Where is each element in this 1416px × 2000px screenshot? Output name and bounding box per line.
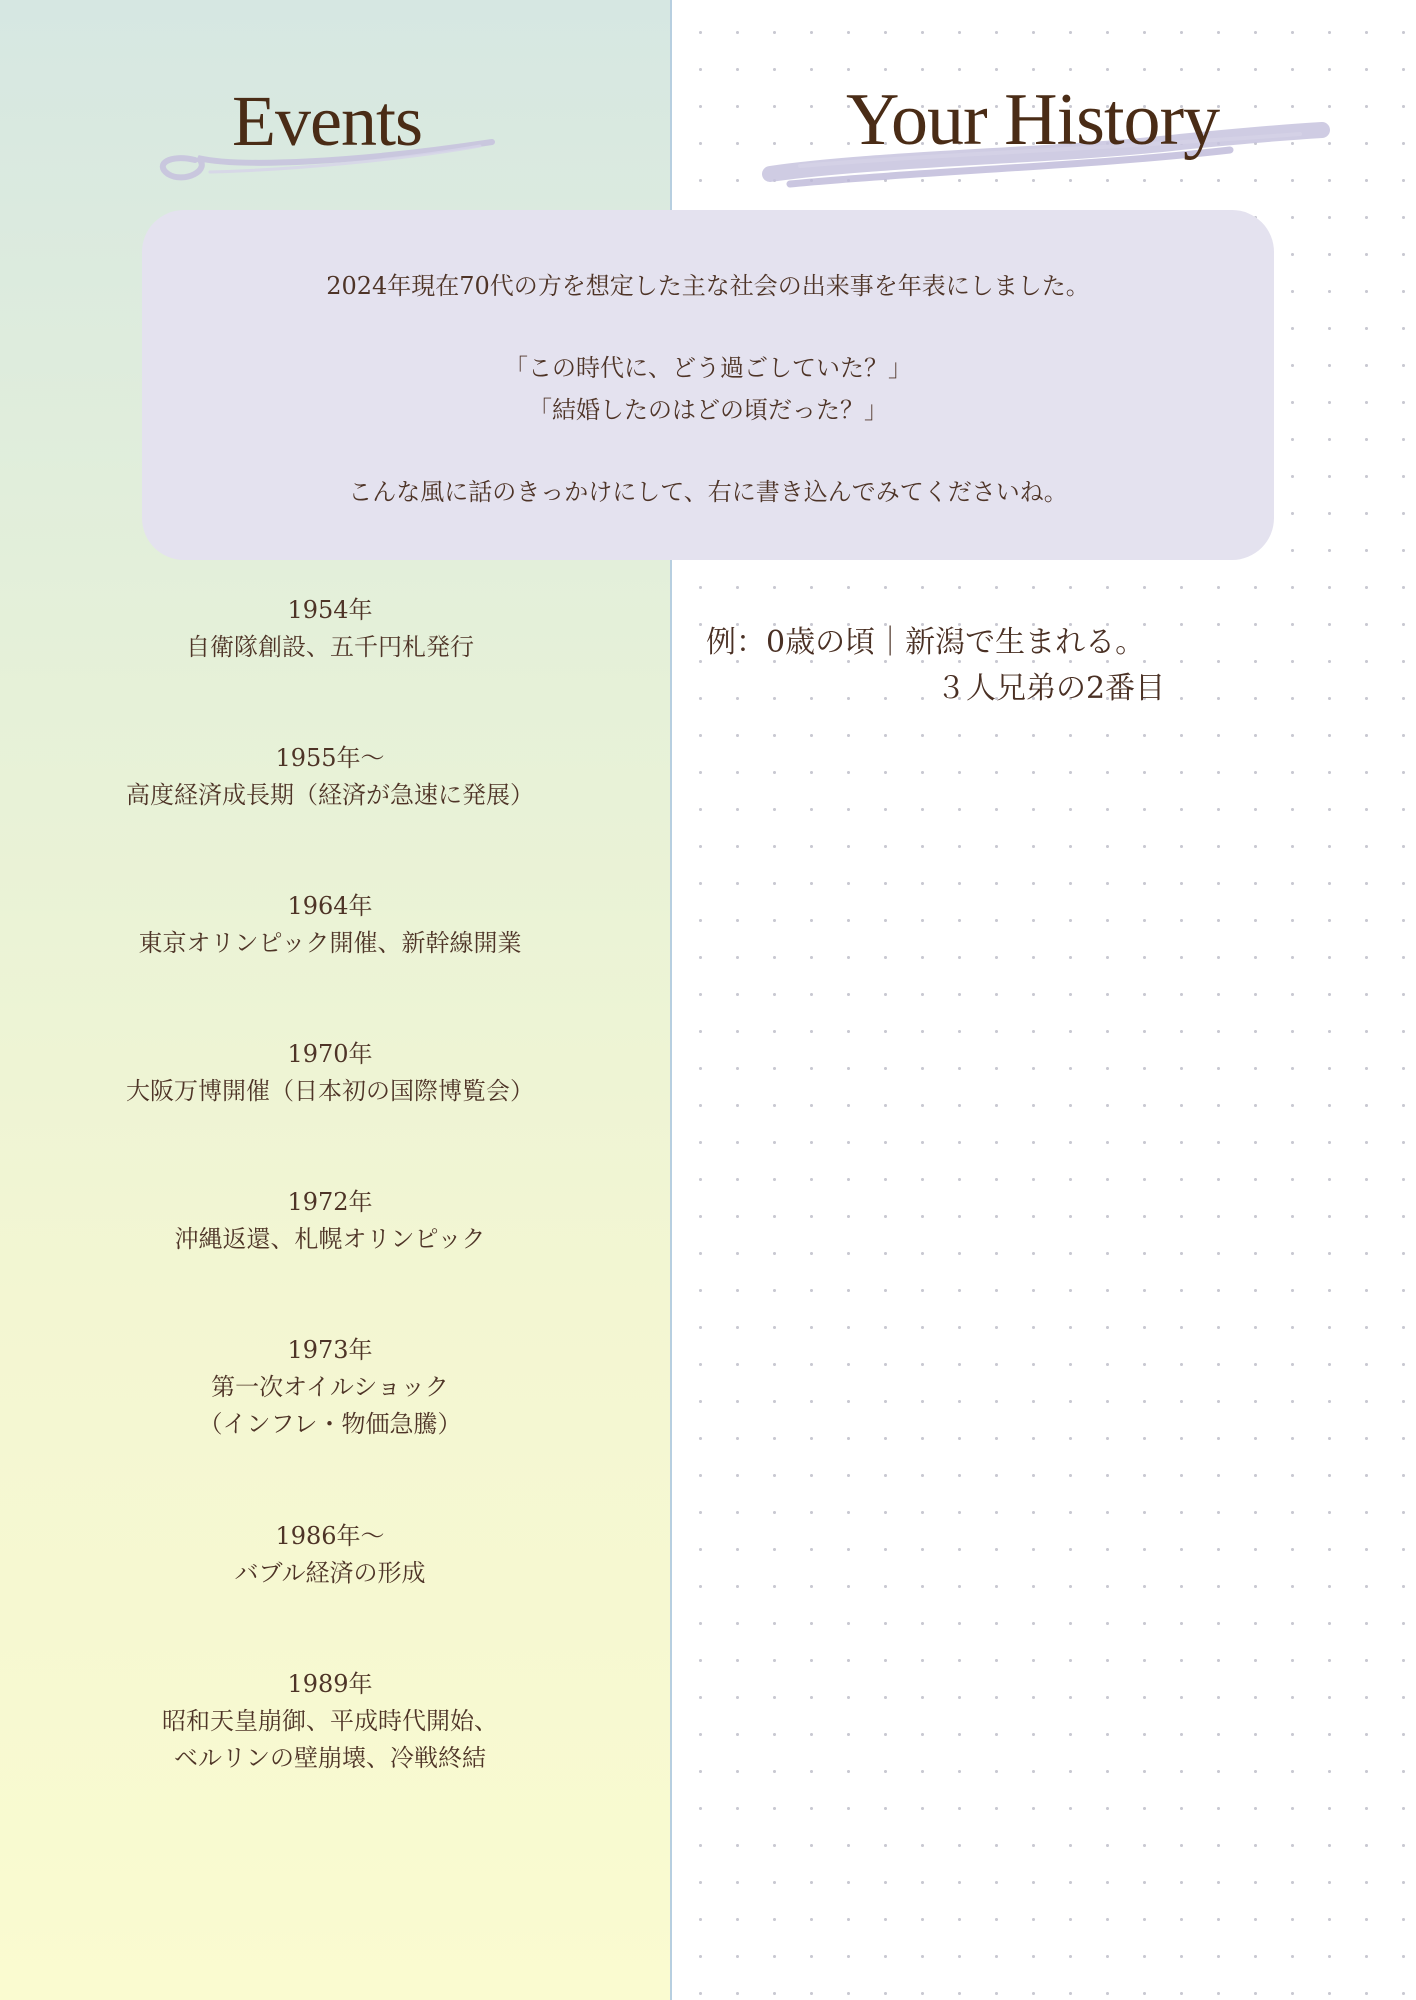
event-description: 自衛隊創設、五千円札発行	[186, 633, 474, 661]
event-year: 1954年	[287, 596, 373, 624]
event-year: 1989年	[287, 1670, 373, 1698]
event-description: 東京オリンピック開催、新幹線開業	[138, 929, 522, 957]
history-example	[706, 620, 1165, 712]
intro-box	[142, 210, 1274, 560]
event-year: 1970年	[287, 1040, 373, 1068]
event-entry	[20, 1666, 640, 1777]
example-line-1: 例：0歳の頃｜新潟で生まれる。	[706, 625, 1146, 660]
your-history-heading: Your History	[846, 79, 1220, 161]
example-line-2: ３人兄弟の2番目	[936, 671, 1166, 706]
events-heading: Events	[232, 81, 422, 161]
event-year: 1973年	[287, 1336, 373, 1364]
event-entry	[20, 592, 640, 666]
event-entry	[20, 888, 640, 962]
event-year: 1972年	[287, 1188, 373, 1216]
event-description: 高度経済成長期（経済が急速に発展）	[126, 781, 534, 809]
event-entry	[20, 1184, 640, 1258]
intro-line-4: こんな風に話のきっかけにして、右に書き込んでみてくださいね。	[348, 478, 1068, 506]
intro-line-1: 2024年現在70代の方を想定した主な社会の出来事を年表にしました。	[326, 272, 1090, 300]
event-entry	[20, 1518, 640, 1592]
event-entry	[20, 1036, 640, 1110]
event-description: 第一次オイルショック （インフレ・物価急騰）	[198, 1373, 462, 1438]
intro-line-2: 「この時代に、どう過ごしていた？」	[504, 354, 912, 382]
event-entry	[20, 740, 640, 814]
event-year: 1955年～	[275, 744, 385, 772]
event-description: 沖縄返還、札幌オリンピック	[174, 1225, 486, 1253]
event-description: 大阪万博開催（日本初の国際博覧会）	[126, 1077, 534, 1105]
event-description: 昭和天皇崩御、平成時代開始、 ベルリンの壁崩壊、冷戦終結	[162, 1707, 498, 1772]
event-entry	[20, 1332, 640, 1443]
event-year: 1986年～	[275, 1522, 385, 1550]
intro-line-3: 「結婚したのはどの頃だった？」	[528, 396, 888, 424]
event-year: 1964年	[287, 892, 373, 920]
event-description: バブル経済の形成	[234, 1559, 426, 1587]
